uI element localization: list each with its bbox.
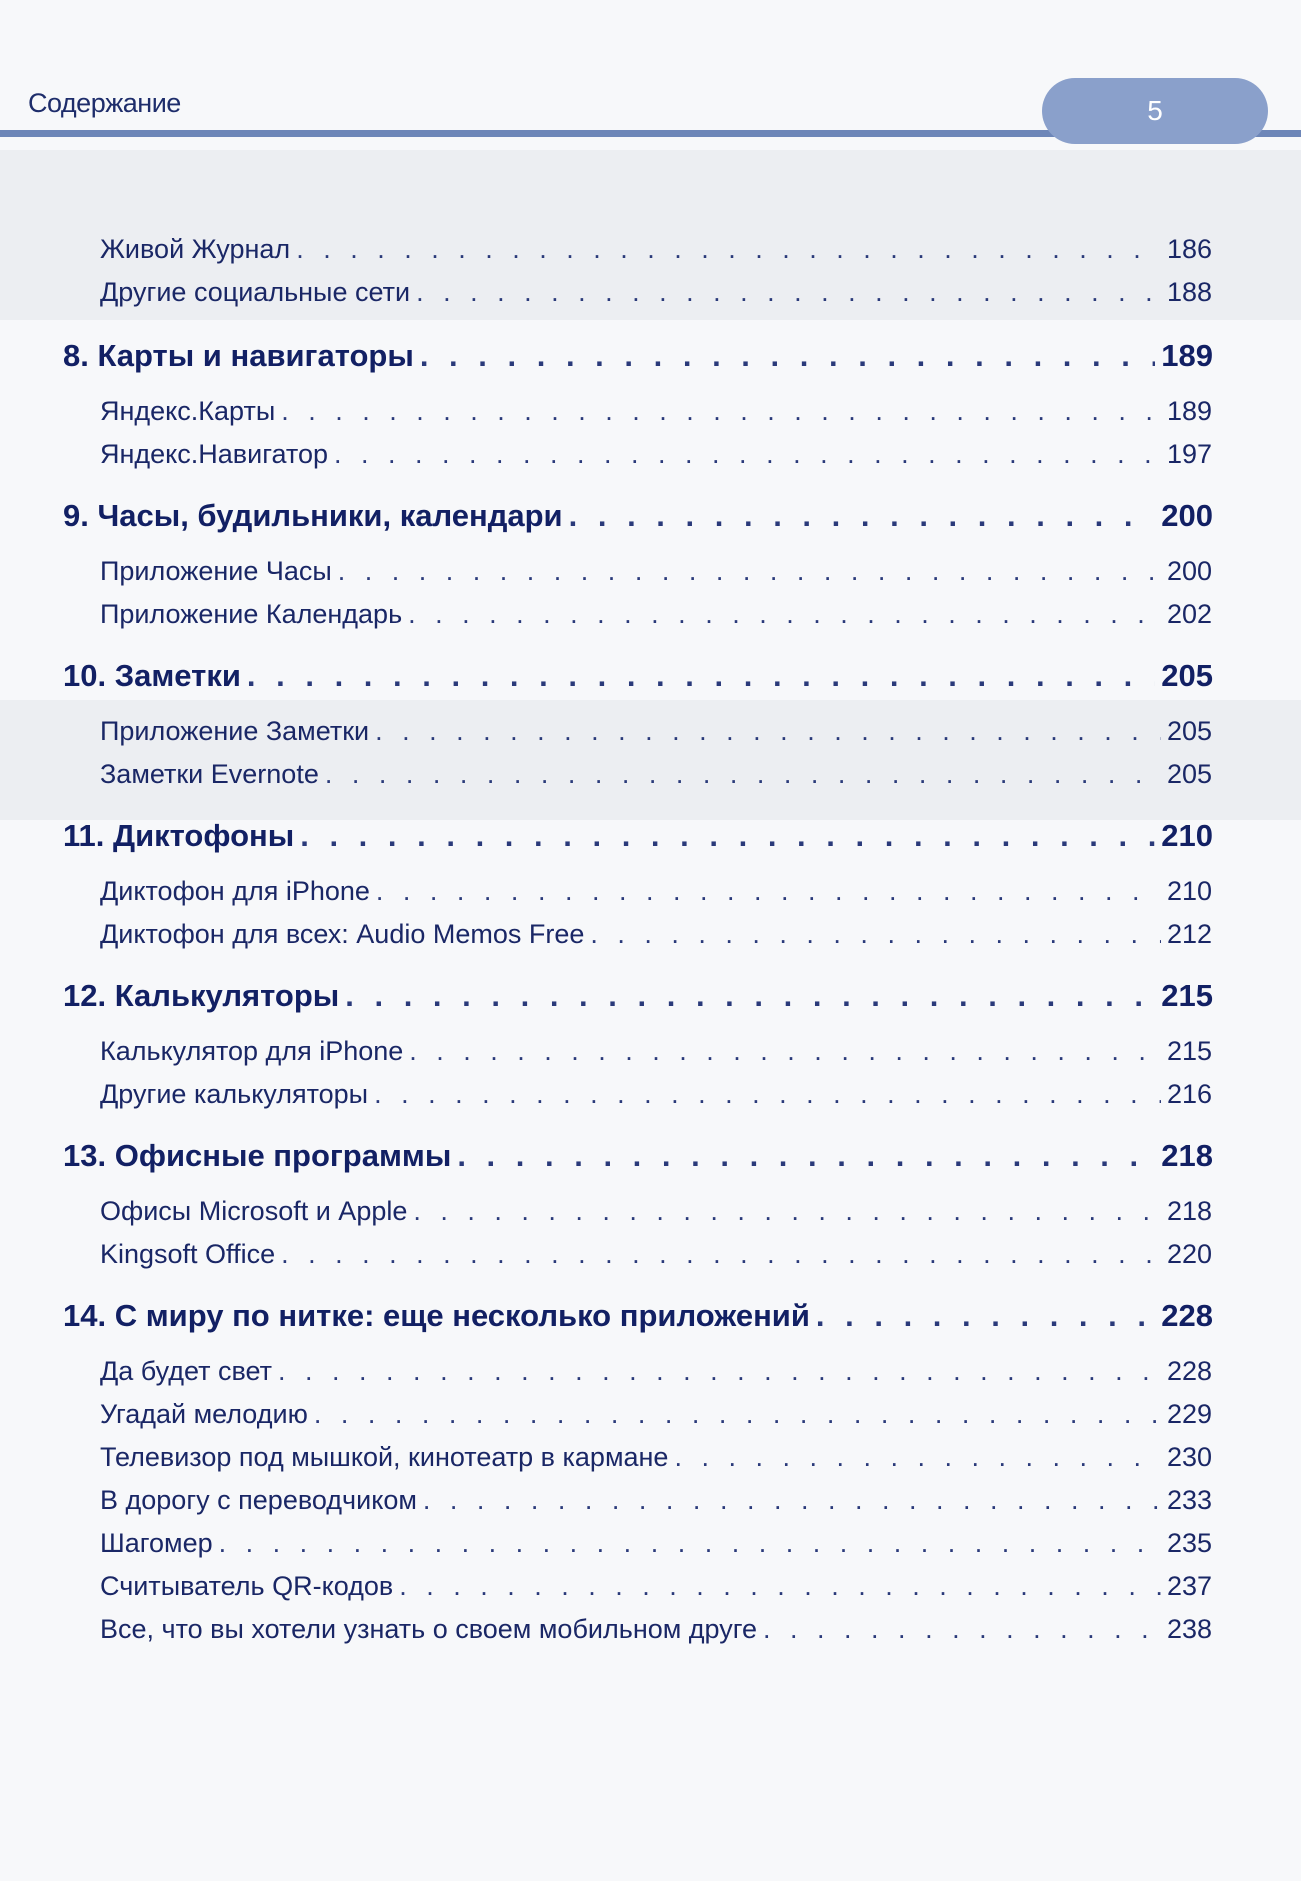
toc-entry[interactable] [100,1196,1212,1227]
toc-entry-label: Калькулятор для iPhone [100,1036,404,1066]
toc-chapter[interactable] [63,498,1213,534]
toc-entry-page: 188 [1166,277,1212,307]
toc-entry-label: Живой Журнал [100,234,291,264]
dot-leader [281,1239,1161,1270]
toc-entry[interactable] [100,1036,1212,1067]
toc-entry-label: Все, что вы хотели узнать о своем мобильном друге [100,1614,758,1644]
toc-entry[interactable] [100,396,1212,427]
toc-entry-page: 210 [1166,876,1212,906]
toc-entry[interactable] [100,234,1212,265]
toc-entry-page: 197 [1166,439,1212,469]
toc-entry[interactable] [100,1399,1212,1430]
toc-chapter[interactable] [63,1298,1213,1334]
toc-entry-label: Яндекс.Карты [100,396,276,426]
toc-chapter-page: 215 [1161,978,1213,1013]
toc-chapter[interactable] [63,818,1213,854]
dot-leader [457,1138,1155,1174]
toc-entry-label: Kingsoft Office [100,1239,276,1269]
toc-entry[interactable] [100,716,1212,747]
toc-entry-page: 216 [1166,1079,1212,1109]
toc-entry-label: Другие социальные сети [100,277,411,307]
toc-entry-label: Приложение Календарь [100,599,403,629]
toc-entry[interactable] [100,1614,1212,1645]
running-title: Содержание [28,88,181,118]
toc-entry-page: 233 [1166,1485,1212,1515]
toc-chapter-page: 189 [1161,338,1213,373]
dot-leader [374,1079,1161,1110]
toc-entry-label: Диктофон для iPhone [100,876,370,906]
toc-entry[interactable] [100,1571,1212,1602]
toc-entry-label: Шагомер [100,1528,213,1558]
toc-entry[interactable] [100,1079,1212,1110]
dot-leader [325,759,1161,790]
dot-leader [338,556,1161,587]
toc-entry[interactable] [100,556,1212,587]
toc-entry-page: 215 [1166,1036,1212,1066]
toc-entry-page: 237 [1166,1571,1212,1601]
toc-entry-page: 220 [1166,1239,1212,1269]
toc-entry-page: 189 [1166,396,1212,426]
dot-leader [590,919,1161,950]
dot-leader [334,439,1161,470]
page-header [0,78,1301,138]
dot-leader [569,498,1156,534]
toc-chapter[interactable] [63,658,1213,694]
toc-entry-label: Телевизор под мышкой, кинотеатр в кармане [100,1442,669,1472]
toc-chapter-label: 8. Карты и навигаторы [63,338,414,373]
dot-leader [816,1298,1155,1334]
dot-leader [296,234,1161,265]
toc-entry-page: 228 [1166,1356,1212,1386]
toc-entry-label: Считыватель QR-кодов [100,1571,394,1601]
toc-chapter-page: 210 [1161,818,1213,853]
dot-leader [408,599,1161,630]
toc-entry[interactable] [100,277,1212,308]
dot-leader [314,1399,1161,1430]
toc-chapter-label: 11. Диктофоны [63,818,295,853]
dot-leader [247,658,1155,694]
dot-leader [420,338,1155,374]
page-number: 5 [1042,78,1268,144]
dot-leader [278,1356,1161,1387]
toc-entry-page: 205 [1166,716,1212,746]
toc-entry[interactable] [100,439,1212,470]
dot-leader [674,1442,1160,1473]
toc-entry-page: 235 [1166,1528,1212,1558]
toc-entry-label: Яндекс.Навигатор [100,439,329,469]
dot-leader [376,876,1161,907]
dot-leader [763,1614,1161,1645]
dot-leader [409,1036,1161,1067]
toc-entry-page: 205 [1166,759,1212,789]
dot-leader [399,1571,1161,1602]
toc-entry-label: Да будет свет [100,1356,273,1386]
dot-leader [281,396,1161,427]
toc-entry[interactable] [100,919,1212,950]
toc-entry-label: Диктофон для всех: Audio Memos Free [100,919,585,949]
dot-leader [416,277,1161,308]
toc-entry[interactable] [100,1442,1212,1473]
dot-leader [345,978,1155,1014]
toc-entry[interactable] [100,1485,1212,1516]
toc-chapter-page: 200 [1161,498,1213,533]
toc-entry-label: Заметки Evernote [100,759,319,789]
dot-leader [423,1485,1161,1516]
toc-entry-page: 202 [1166,599,1212,629]
toc-entry[interactable] [100,1239,1212,1270]
toc-chapter-label: 14. С миру по нитке: еще несколько приложений [63,1298,810,1333]
toc-entry-page: 186 [1166,234,1212,264]
toc-entry-label: Приложение Часы [100,556,332,586]
toc-entry-page: 230 [1166,1442,1212,1472]
toc-entry-label: Офисы Microsoft и Apple [100,1196,408,1226]
toc-chapter-label: 12. Калькуляторы [63,978,340,1013]
toc-entry-page: 229 [1166,1399,1212,1429]
toc-entry-label: Другие калькуляторы [100,1079,369,1109]
toc-entry-page: 218 [1166,1196,1212,1226]
toc-chapter[interactable] [63,1138,1213,1174]
toc-entry-page: 238 [1166,1614,1212,1644]
dot-leader [300,818,1155,854]
toc-entry-label: Приложение Заметки [100,716,370,746]
toc-chapter[interactable] [63,978,1213,1014]
toc-entry-label: В дорогу с переводчиком [100,1485,417,1515]
toc-entry-label: Угадай мелодию [100,1399,308,1429]
toc-entry[interactable] [100,1528,1212,1559]
dot-leader [413,1196,1161,1227]
toc-chapter-label: 9. Часы, будильники, календари [63,498,563,533]
toc-chapter-page: 228 [1161,1298,1213,1333]
toc-entry[interactable] [100,759,1212,790]
toc-chapter-page: 205 [1161,658,1213,693]
toc-chapter[interactable] [63,338,1213,374]
toc-entry-page: 200 [1166,556,1212,586]
dot-leader [219,1528,1161,1559]
toc-chapter-label: 13. Офисные программы [63,1138,452,1173]
toc-entry[interactable] [100,876,1212,907]
toc-entry[interactable] [100,1356,1212,1387]
dot-leader [375,716,1161,747]
toc-entry-page: 212 [1166,919,1212,949]
toc-chapter-label: 10. Заметки [63,658,241,693]
toc-chapter-page: 218 [1161,1138,1213,1173]
toc-entry[interactable] [100,599,1212,630]
